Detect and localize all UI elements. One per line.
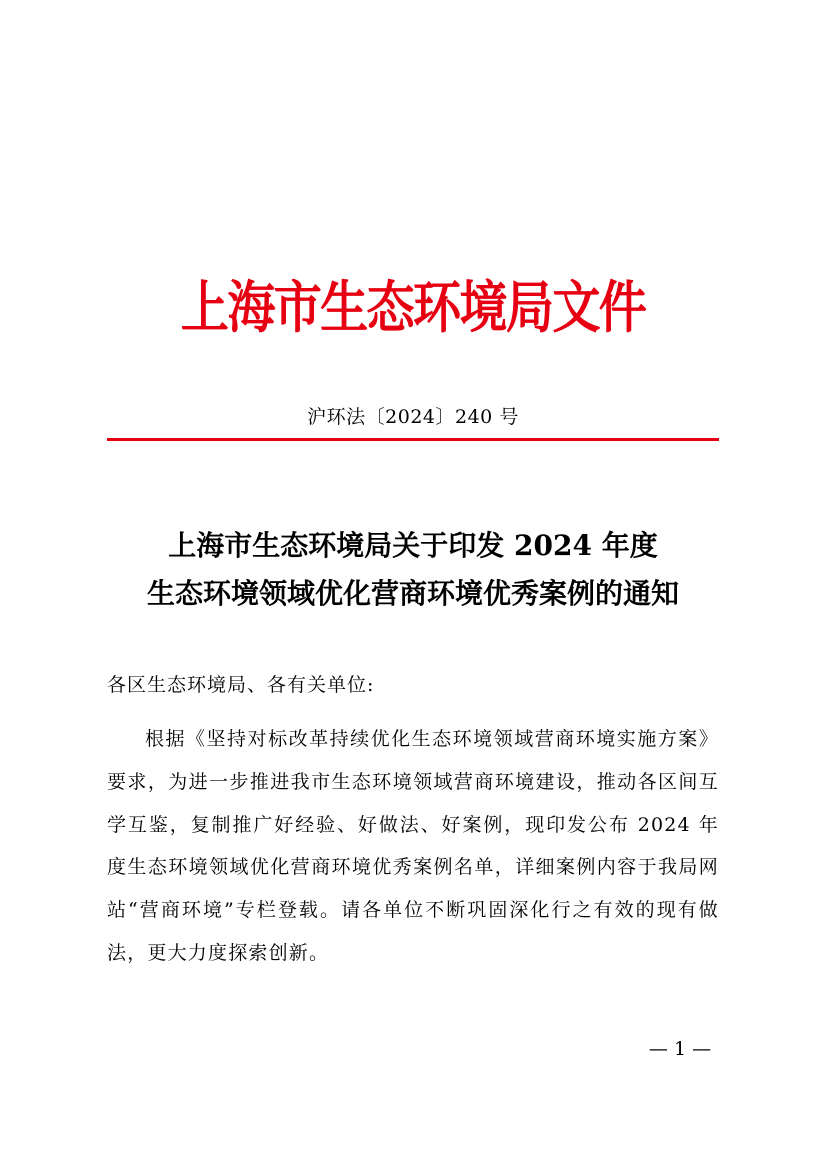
notice-title-line-2: 生态环境领域优化营商环境优秀案例的通知: [146, 577, 679, 610]
notice-title-line-1: 上海市生态环境局关于印发 2024 年度: [168, 529, 658, 562]
masthead-title: 上海市生态环境局文件: [180, 275, 646, 341]
page-number: — 1 —: [648, 1038, 712, 1060]
salutation: 各区生态环境局、各有关单位:: [107, 674, 375, 696]
body-paragraph: 根据《坚持对标改革持续优化生态环境领域营商环境实施方案》要求，为进一步推进我市生态环境领域营商环境建设，推动各区间互学互鉴，复制推广好经验、好做法、好案例，现印发公布 2024 年度生态环境领域优化营商环境优秀案例名单，详细案例内容于我局网站“营商环境”专栏登载。请各单位不断巩固深化行之有效的现有做法，更大力度探索创新。: [107, 728, 719, 964]
document-number: 沪环法〔2024〕240 号: [307, 406, 519, 428]
red-divider-line: [107, 438, 719, 441]
